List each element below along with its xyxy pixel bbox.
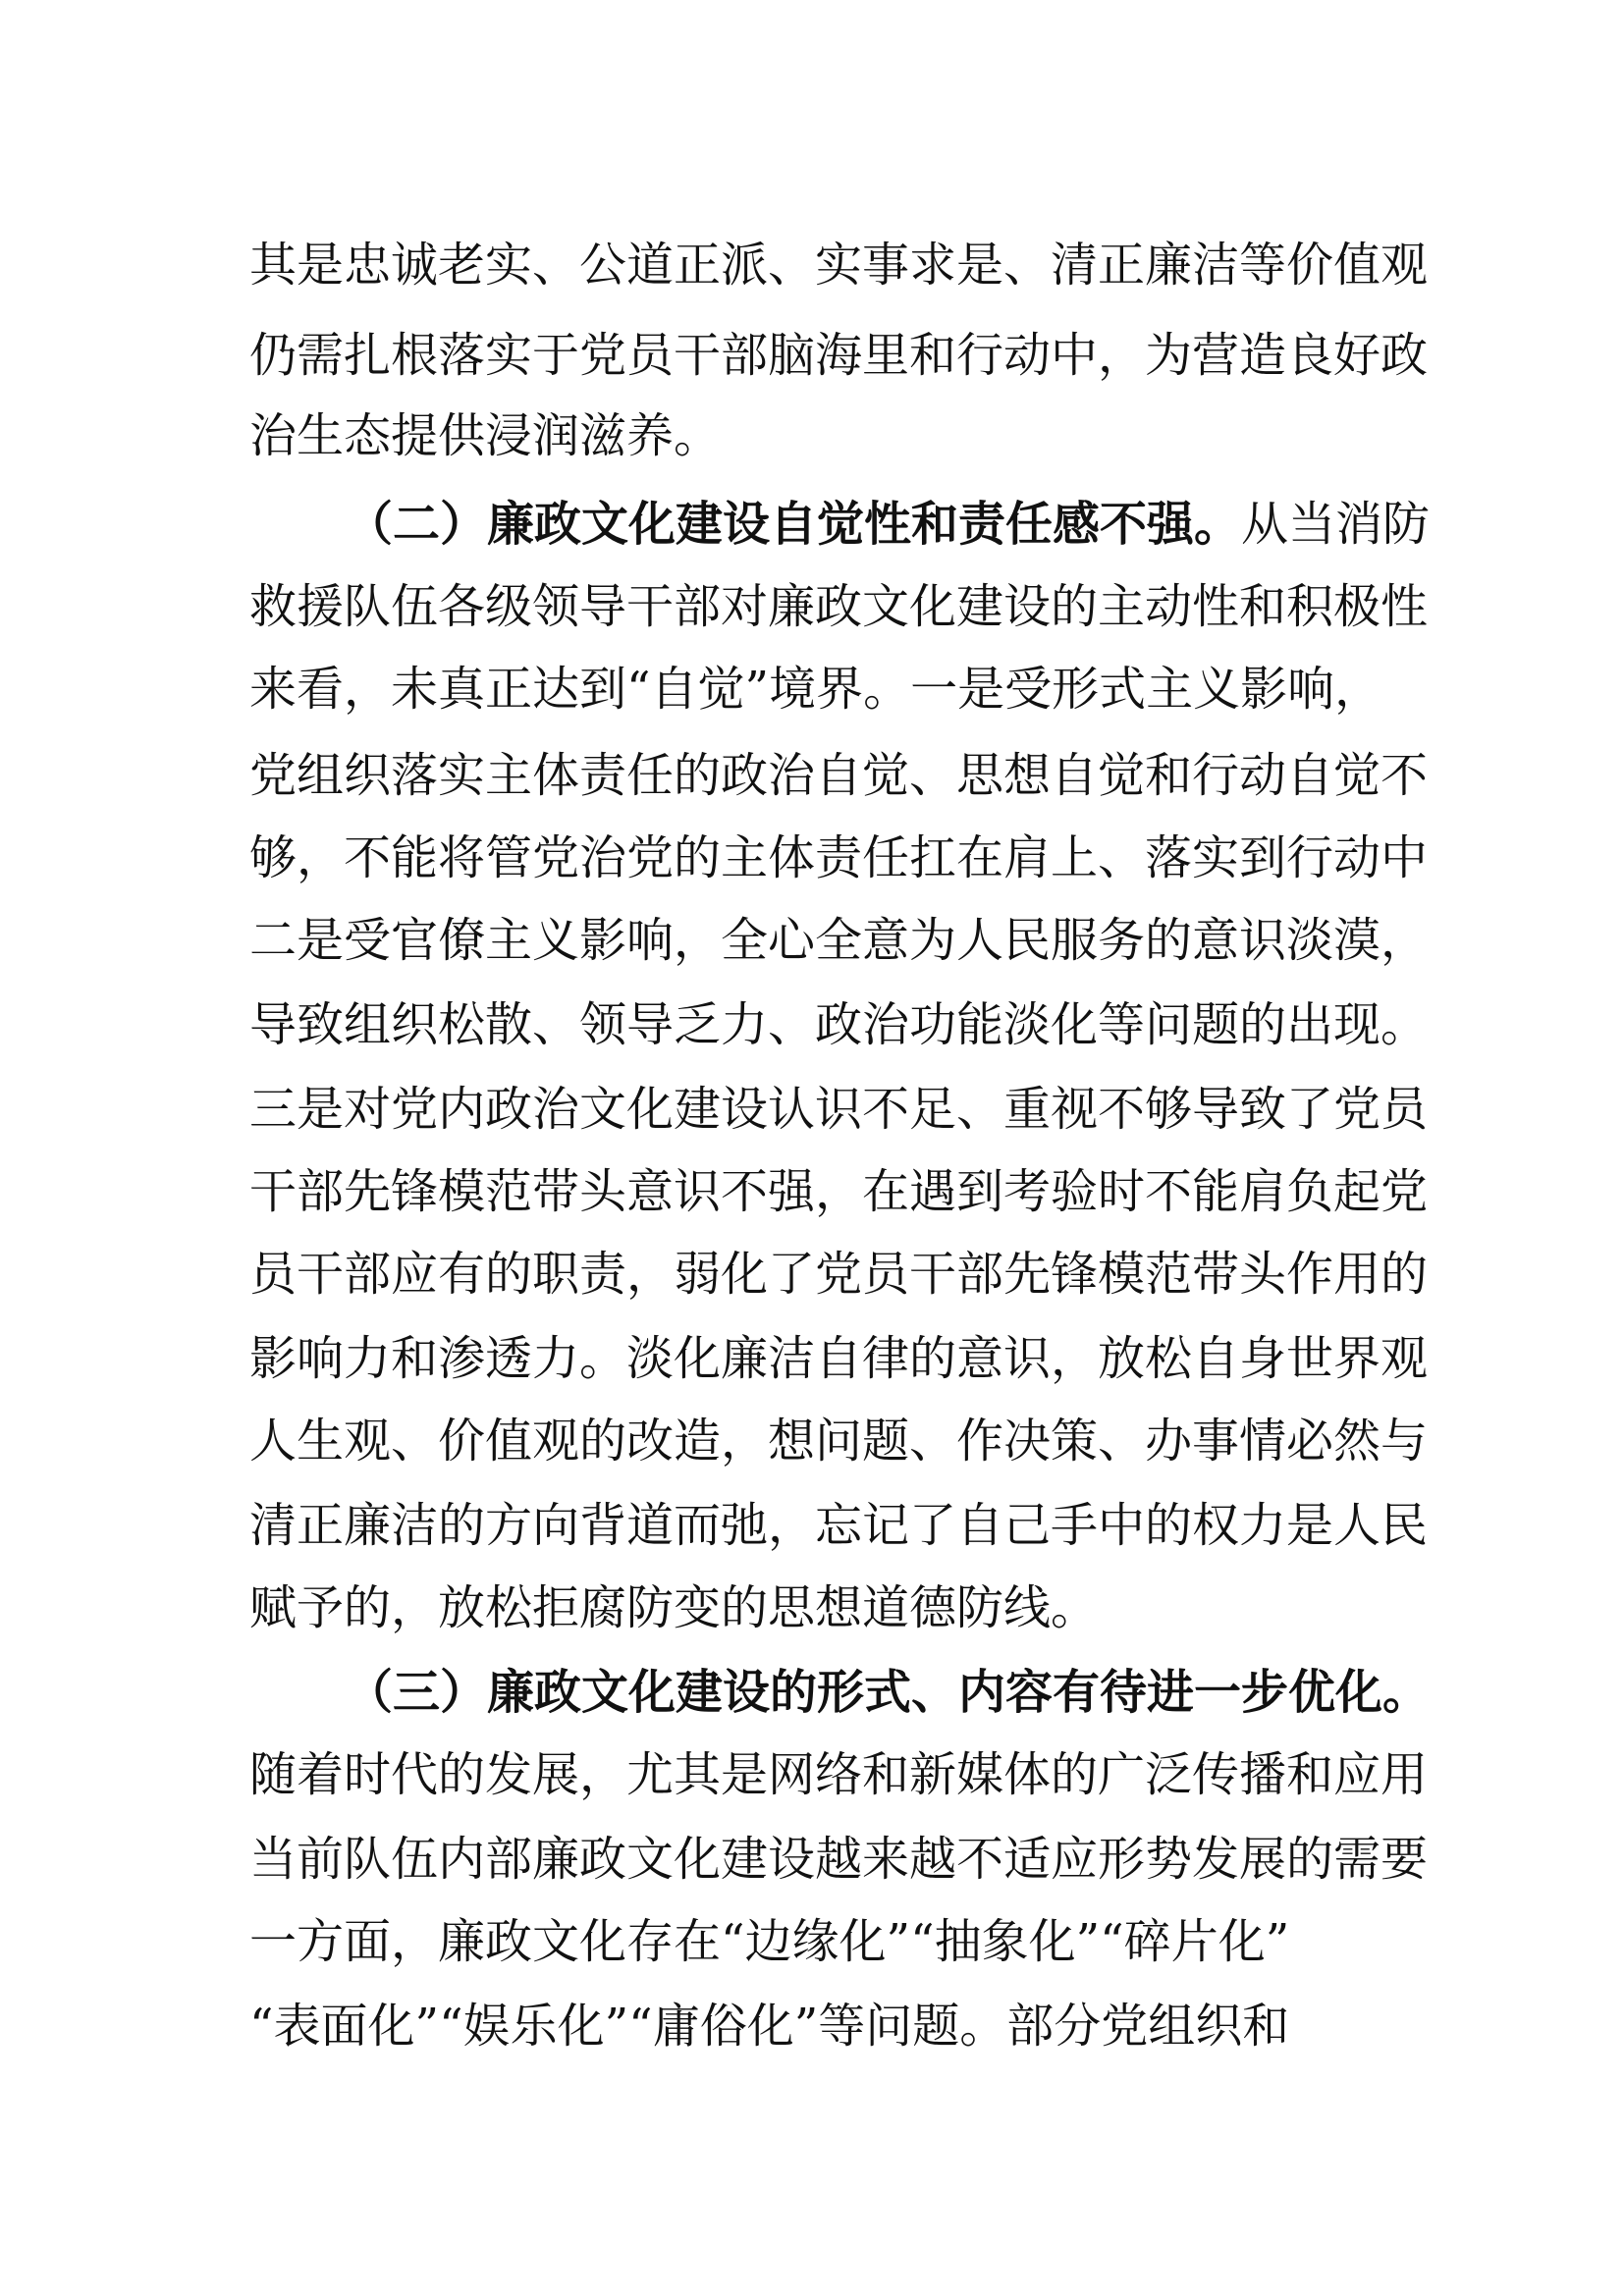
line-text: 干部先锋模范带头意识不强，在遇到考验时不能肩负起党	[249, 1164, 1429, 1219]
line-text: 赋予的，放松拒腐防变的思想道德防线。	[249, 1580, 1099, 1635]
paragraph-line	[249, 1313, 1429, 1404]
paragraph-line	[249, 895, 1429, 986]
line-text: 随着时代的发展，尤其是网络和新媒体的广泛传播和应用	[249, 1747, 1429, 1802]
paragraph-line	[249, 1147, 1429, 1237]
paragraph-line	[249, 220, 1429, 310]
line-text: 一方面，廉政文化存在“边缘化”“抽象化”“碎片化”	[249, 1914, 1290, 1969]
paragraph-line	[249, 1064, 1429, 1154]
line-text: 来看，未真正达到“自觉”境界。一是受形式主义影响，	[249, 662, 1382, 717]
line-text: 人生观、价值观的改造，想问题、作决策、办事情必然与	[249, 1414, 1429, 1468]
paragraph-line	[249, 391, 1388, 481]
section-heading-line	[346, 479, 1431, 569]
line-text: 员干部应有的职责，弱化了党员干部先锋模范带头作用的	[249, 1247, 1429, 1302]
paragraph-line	[249, 561, 1429, 652]
paragraph-line	[249, 644, 1388, 734]
line-text: 够，不能将管党治党的主体责任扛在肩上、落实到行动中	[249, 830, 1429, 885]
paragraph-line	[249, 1814, 1429, 1904]
line-text: 当前队伍内部廉政文化建设越来越不适应形势发展的需要	[249, 1832, 1429, 1887]
paragraph-line	[249, 1563, 1388, 1653]
section-heading-3: （三）廉政文化建设的形式、内容有待进一步优化。	[346, 1665, 1431, 1720]
paragraph-line	[249, 980, 1429, 1070]
line-text: “表面化”“娱乐化”“庸俗化”等问题。部分党组织和	[249, 1999, 1290, 2054]
paragraph-line	[249, 730, 1429, 821]
line-text: 清正廉洁的方向背道而弛，忘记了自己手中的权力是人民	[249, 1498, 1429, 1553]
line-text: 影响力和渗透力。淡化廉洁自律的意识，放松自身世界观	[249, 1331, 1429, 1386]
line-text: 党组织落实主体责任的政治自觉、思想自觉和行动自觉不	[249, 748, 1429, 803]
line-text: 其是忠诚老实、公道正派、实事求是、清正廉洁等价值观	[249, 238, 1429, 293]
paragraph-line	[249, 1896, 1388, 1987]
paragraph-line	[249, 1229, 1429, 1319]
paragraph-line	[249, 1730, 1429, 1820]
section-heading-line	[346, 1647, 1431, 1737]
line-text: 三是对党内政治文化建设认识不足、重视不够导致了党员	[249, 1082, 1429, 1137]
line-text: 从当消防	[1241, 497, 1431, 552]
line-text: 救援队伍各级领导干部对廉政文化建设的主动性和积极性	[249, 579, 1429, 634]
paragraph-line	[249, 1396, 1429, 1486]
paragraph-line	[249, 813, 1429, 903]
paragraph-line	[249, 1480, 1429, 1571]
line-text: 治生态提供浸润滋养。	[249, 408, 722, 463]
paragraph-line	[249, 1981, 1388, 2071]
paragraph-line	[249, 310, 1429, 400]
section-heading-2: （二）廉政文化建设自觉性和责任感不强。	[346, 497, 1242, 552]
line-text: 二是受官僚主义影响，全心全意为人民服务的意识淡漠，	[249, 913, 1429, 968]
line-text: 仍需扎根落实于党员干部脑海里和行动中，为营造良好政	[249, 328, 1429, 383]
line-text: 导致组织松散、领导乏力、政治功能淡化等问题的出现。	[249, 997, 1429, 1052]
